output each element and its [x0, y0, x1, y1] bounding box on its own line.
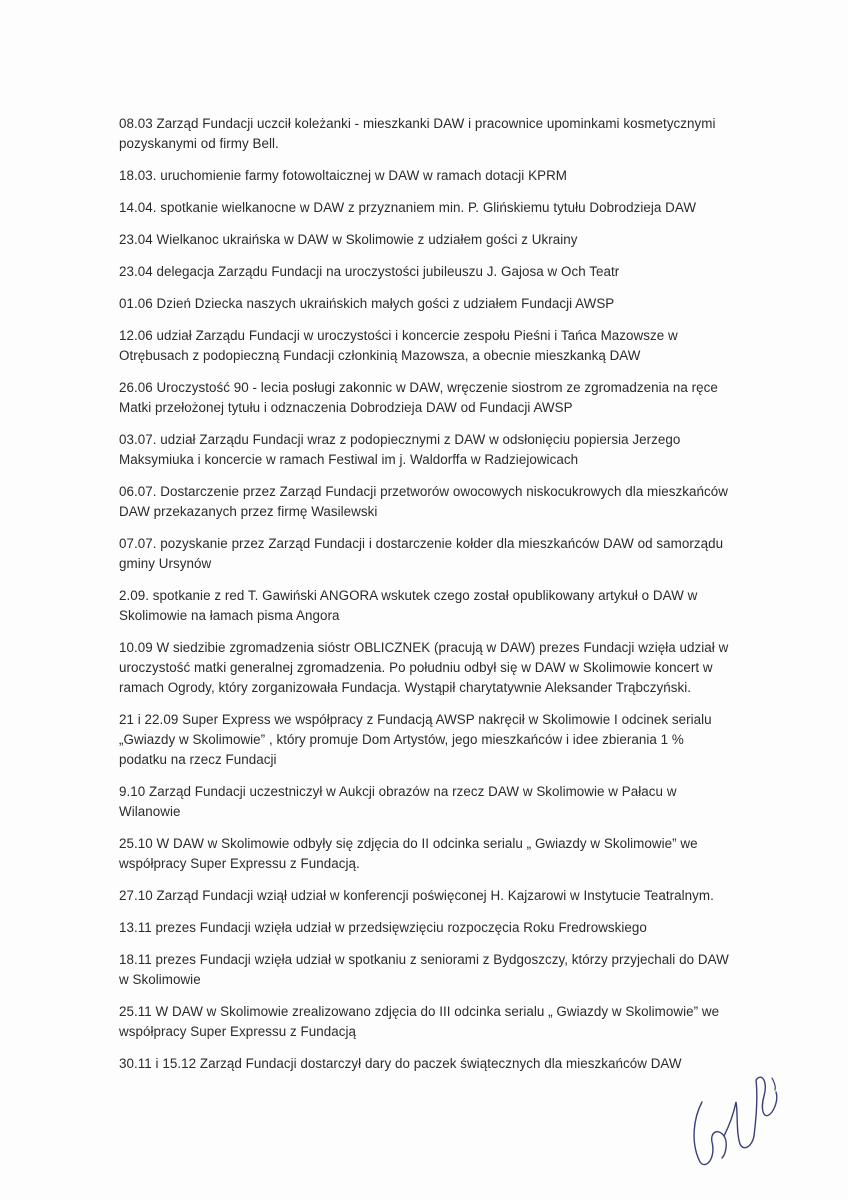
event-entry: 18.03. uruchomienie farmy fotowoltaicznej w DAW w ramach dotacji KPRM	[119, 168, 567, 183]
event-entry: 25.10 W DAW w Skolimowie odbyły się zdjęcia do II odcinka serialu „ Gwiazdy w Skolimowie” we współpracy Super Expressu z Fundacją.	[119, 836, 698, 871]
event-entry: 14.04. spotkanie wielkanocne w DAW z przyznaniem min. P. Glińskiemu tytułu Dobrodzieja DAW	[119, 200, 697, 215]
event-entry: 06.07. Dostarczenie przez Zarząd Fundacji przetworów owocowych niskocukrowych dla mieszkańców DAW przekazanych przez firmę Wasilewski	[119, 484, 728, 519]
event-entry: 10.09 W siedzibie zgromadzenia sióstr OBLICZNEK (pracują w DAW) prezes Fundacji wzięła udział w uroczystość matki generalnej zgromadzenia. Po południu odbył się w DAW w Skolimowie koncert w ramach Ogrody, który zorganizowała Fundacja. Wystąpił charytatywnie Aleksander Trąbczyński.	[119, 640, 729, 695]
event-entry: 26.06 Uroczystość 90 - lecia posługi zakonnic w DAW, wręczenie siostrom ze zgromadzenia na ręce Matki przełożonej tytułu i odznaczenia Dobrodzieja DAW od Fundacji AWSP	[119, 380, 718, 415]
event-entry: 07.07. pozyskanie przez Zarząd Fundacji i dostarczenie kołder dla mieszkańców DAW od samorządu gminy Ursynów	[119, 536, 724, 571]
event-entry: 01.06 Dzień Dziecka naszych ukraińskich małych gości z udziałem Fundacji AWSP	[119, 296, 615, 311]
event-entry: 18.11 prezes Fundacji wzięła udział w spotkaniu z seniorami z Bydgoszczy, którzy przyjechali do DAW w Skolimowie	[119, 952, 729, 987]
event-entry: 9.10 Zarząd Fundacji uczestniczył w Aukcji obrazów na rzecz DAW w Skolimowie w Pałacu w Wilanowie	[119, 784, 677, 819]
event-entry: 27.10 Zarząd Fundacji wziął udział w konferencji poświęconej H. Kajzarowi w Instytucie Teatralnym.	[119, 888, 714, 903]
event-entry: 30.11 i 15.12 Zarząd Fundacji dostarczył dary do paczek świątecznych dla mieszkańców DAW	[119, 1056, 682, 1071]
event-entry: 21 i 22.09 Super Express we współpracy z Fundacją AWSP nakręcił w Skolimowie I odcinek serialu „Gwiazdy w Skolimowie” , który promuje Dom Artystów, jego mieszkańców i idee zbierania 1 % podatku na rzecz Fundacji	[119, 712, 712, 767]
event-entry: 23.04 delegacja Zarządu Fundacji na uroczystości jubileuszu J. Gajosa w Och Teatr	[119, 264, 620, 279]
event-list	[119, 114, 734, 1086]
event-entry: 25.11 W DAW w Skolimowie zrealizowano zdjęcia do III odcinka serialu „ Gwiazdy w Skolimowie” we współpracy Super Expressu z Fundacją	[119, 1004, 720, 1039]
event-entry: 03.07. udział Zarządu Fundacji wraz z podopiecznymi z DAW w odsłonięciu popiersia Jerzego Maksymiuka i koncercie w ramach Festiwal im j. Waldorffa w Radziejowicach	[119, 432, 681, 467]
event-entry: 08.03 Zarząd Fundacji uczcił koleżanki - mieszkanki DAW i pracownice upominkami kosmetycznymi pozyskanymi od firmy Bell.	[119, 116, 716, 151]
event-entry: 23.04 Wielkanoc ukraińska w DAW w Skolimowie z udziałem gości z Ukrainy	[119, 232, 578, 247]
event-entry: 13.11 prezes Fundacji wzięła udział w przedsięwzięciu rozpoczęcia Roku Fredrowskiego	[119, 920, 647, 935]
event-entry: 2.09. spotkanie z red T. Gawiński ANGORA wskutek czego został opublikowany artykuł o DAW w Skolimowie na łamach pisma Angora	[119, 588, 698, 623]
event-entry: 12.06 udział Zarządu Fundacji w uroczystości i koncercie zespołu Pieśni i Tańca Mazowsze w Otrębusach z podopieczną Fundacji członkinią Mazowsza, a obecnie mieszkanką DAW	[119, 328, 678, 363]
handwritten-signature	[672, 1062, 792, 1172]
